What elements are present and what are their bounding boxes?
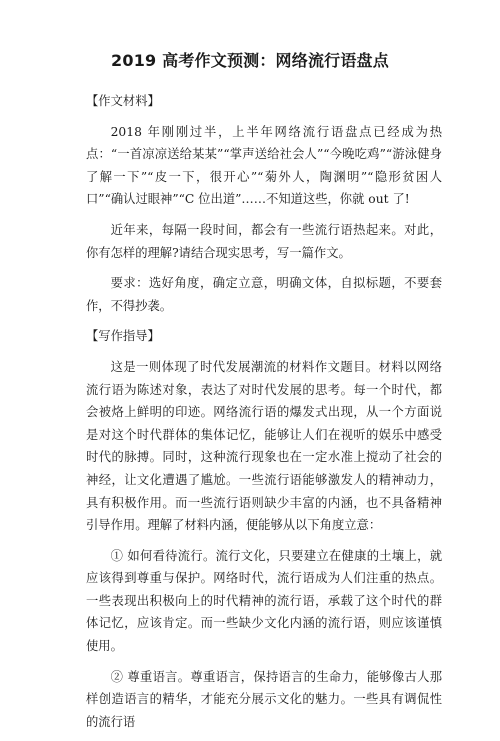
article-body	[86, 90, 442, 741]
guide-paragraph-2: ① 如何看待流行。流行文化，只要建立在健康的土壤上，就应该得到尊重与保护。网络时代，流行语成为人们注重的热点。一些表现出积极向上的时代精神的流行语，承载了这个时代的群体记忆，应该肯定。而一些缺少文化内涵的流行语，则应该谨慎使用。	[86, 548, 442, 654]
material-paragraph-3: 要求：选好角度，确定立意，明确文体，自拟标题，不要套作，不得抄袭。	[86, 276, 442, 313]
page-title: 2019 高考作文预测：网络流行语盘点	[111, 51, 389, 70]
material-paragraph-1: 2018 年刚刚过半，上半年网络流行语盘点已经成为热点：“一首凉凉送给某某”“掌声送给社会人”“今晚吃鸡”“游泳健身了解一下”“皮一下，很开心”“菊外人，陶渊明”“隐形贫困人口”“确认过眼神”“C 位出道”……不知道这些，你就 out 了!	[86, 124, 442, 207]
guide-heading: 【写作指导】	[86, 329, 160, 344]
guide-paragraph-1: 这是一则体现了时代发展潮流的材料作文题目。材料以网络流行语为陈述对象，表达了对时代发展的思考。每一个时代，都会被烙上鲜明的印迹。网络流行语的爆发式出现，从一个方面说是对这个时代群体的集体记忆，能够让人们在视听的娱乐中感受时代的脉搏。同时，这种流行现象也在一定水准上搅动了社会的神经，让文化遭遇了尴尬。一些流行语能够激发人的精神动力，具有积极作用。而一些流行语则缺少丰富的内涵，也不具备精神引导作用。理解了材料内涵，便能够从以下角度立意：	[86, 359, 442, 533]
material-heading: 【作文材料】	[86, 94, 160, 108]
material-paragraph-2: 近年来，每隔一段时间，都会有一些流行语热起来。对此，你有怎样的理解?请结合现实思考，写一篇作文。	[86, 222, 442, 260]
guide-paragraph-3: ② 尊重语言。尊重语言，保持语言的生命力，能够像古人那样创造语言的精华，才能充分展示文化的魅力。一些具有调侃性的流行语	[86, 669, 442, 729]
